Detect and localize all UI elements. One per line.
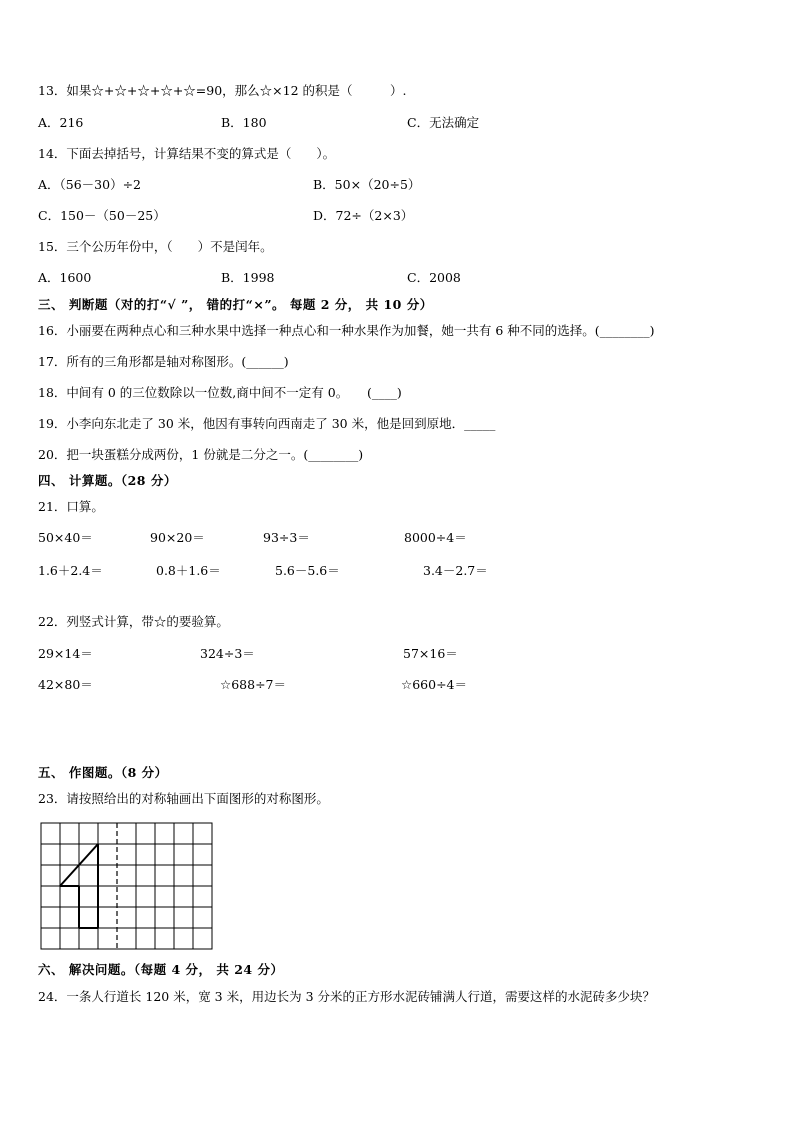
q17-text: 17．所有的三角形都是轴对称图形。(______) bbox=[38, 354, 289, 369]
section3-title: 三、 判断题（对的打“√ ”， 错的打“×”。 每题 2 分， 共 10 分） bbox=[38, 297, 433, 312]
q21-item: 50×40＝ bbox=[38, 530, 93, 545]
q22-item: 42×80＝ bbox=[38, 677, 93, 692]
q22-item: 324÷3＝ bbox=[200, 646, 255, 661]
q13-text: 13．如果☆+☆+☆+☆+☆=90，那么☆×12 的积是（ ）. bbox=[38, 83, 407, 98]
q21-item: 8000÷4＝ bbox=[404, 530, 467, 545]
q22-item: 29×14＝ bbox=[38, 646, 93, 661]
q23-text: 23．请按照给出的对称轴画出下面图形的对称图形。 bbox=[38, 791, 329, 806]
q16-text: 16．小丽要在两种点心和三种水果中选择一种点心和一种水果作为加餐，她一共有 6 种不同的选择。(________) bbox=[38, 323, 655, 338]
q14-option-b: B．50×（20÷5） bbox=[313, 177, 421, 192]
q13-option-a: A．216 bbox=[38, 115, 84, 130]
q15-option-a: A．1600 bbox=[38, 270, 92, 285]
q14-option-c: C．150－（50－25） bbox=[38, 208, 166, 223]
q13-option-b: B．180 bbox=[221, 115, 267, 130]
q15-option-c: C．2008 bbox=[407, 270, 461, 285]
q21-item: 90×20＝ bbox=[150, 530, 205, 545]
section4-title: 四、 计算题。（28 分） bbox=[38, 473, 177, 488]
q19-text: 19．小李向东北走了 30 米，他因有事转向西南走了 30 米，他是回到原地．_____ bbox=[38, 416, 496, 431]
q21-item: 1.6＋2.4＝ bbox=[38, 563, 103, 578]
q22-item: ☆660÷4＝ bbox=[401, 677, 467, 692]
q18-text: 18．中间有 0 的三位数除以一位数,商中间不一定有 0。 (____) bbox=[38, 385, 402, 400]
q14-option-d: D．72÷（2×3） bbox=[313, 208, 414, 223]
q15-option-b: B．1998 bbox=[221, 270, 275, 285]
q21-item: 0.8＋1.6＝ bbox=[156, 563, 221, 578]
symmetry-grid-figure bbox=[40, 822, 214, 952]
q21-item: 5.6－5.6＝ bbox=[275, 563, 340, 578]
q20-text: 20．把一块蛋糕分成两份，1 份就是二分之一。(________) bbox=[38, 447, 364, 462]
q21-label: 21．口算。 bbox=[38, 499, 104, 514]
q21-item: 93÷3＝ bbox=[263, 530, 310, 545]
q22-item: 57×16＝ bbox=[403, 646, 458, 661]
q14-text: 14．下面去掉括号，计算结果不变的算式是（ ）。 bbox=[38, 146, 336, 161]
q22-label: 22．列竖式计算，带☆的要验算。 bbox=[38, 614, 229, 629]
section5-title: 五、 作图题。（8 分） bbox=[38, 765, 168, 780]
q22-item: ☆688÷7＝ bbox=[220, 677, 286, 692]
q21-item: 3.4－2.7＝ bbox=[423, 563, 488, 578]
q14-option-a: A．（56－30）÷2 bbox=[38, 177, 142, 192]
q24-text: 24．一条人行道长 120 米，宽 3 米，用边长为 3 分米的正方形水泥砖铺满人行道，需要这样的水泥砖多少块？ bbox=[38, 989, 656, 1004]
q15-text: 15．三个公历年份中，（ ）不是闰年。 bbox=[38, 239, 273, 254]
section6-title: 六、 解决问题。（每题 4 分， 共 24 分） bbox=[38, 962, 284, 977]
q13-option-c: C．无法确定 bbox=[407, 115, 480, 130]
